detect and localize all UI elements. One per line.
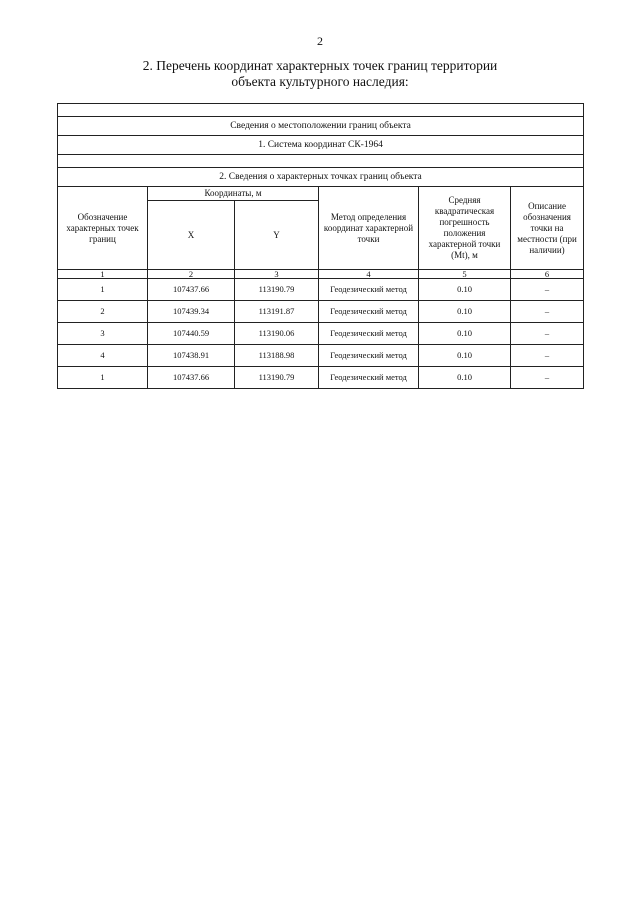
points-header-row bbox=[58, 168, 584, 187]
document-heading bbox=[0, 58, 640, 90]
cell-x: 107439.34 bbox=[148, 301, 235, 323]
cell-x: 107437.66 bbox=[148, 279, 235, 301]
cell-error: 0.10 bbox=[419, 323, 511, 345]
table-title: Сведения о местоположении границ объекта bbox=[58, 117, 584, 136]
cell-description: – bbox=[511, 301, 584, 323]
column-number: 2 bbox=[148, 270, 235, 279]
cell-x: 107440.59 bbox=[148, 323, 235, 345]
cell-point: 2 bbox=[58, 301, 148, 323]
table-title-row bbox=[58, 117, 584, 136]
spacer-cell bbox=[58, 155, 584, 168]
col-x-header: X bbox=[148, 201, 235, 270]
page-number: 2 bbox=[317, 34, 323, 48]
cell-method: Геодезический метод bbox=[319, 367, 419, 389]
cell-y: 113188.98 bbox=[235, 345, 319, 367]
col-coords-header: Координаты, м bbox=[148, 187, 319, 201]
cell-description: – bbox=[511, 367, 584, 389]
table-row bbox=[58, 367, 584, 389]
cell-y: 113191.87 bbox=[235, 301, 319, 323]
cell-method: Геодезический метод bbox=[319, 279, 419, 301]
cell-error: 0.10 bbox=[419, 279, 511, 301]
cell-description: – bbox=[511, 323, 584, 345]
cell-error: 0.10 bbox=[419, 345, 511, 367]
column-header-row bbox=[58, 187, 584, 201]
cell-method: Геодезический метод bbox=[319, 323, 419, 345]
spacer-cell bbox=[58, 104, 584, 117]
column-number: 6 bbox=[511, 270, 584, 279]
points-header: 2. Сведения о характерных точках границ объекта bbox=[58, 168, 584, 187]
coordinate-system-row bbox=[58, 136, 584, 155]
cell-method: Геодезический метод bbox=[319, 301, 419, 323]
table-row bbox=[58, 301, 584, 323]
cell-point: 4 bbox=[58, 345, 148, 367]
cell-point: 3 bbox=[58, 323, 148, 345]
cell-y: 113190.06 bbox=[235, 323, 319, 345]
table-top-spacer bbox=[58, 104, 584, 117]
heading-line-2: объекта культурного наследия: bbox=[231, 74, 409, 89]
column-number: 1 bbox=[58, 270, 148, 279]
col-point-header: Обозначение характерных точек границ bbox=[58, 187, 148, 270]
table-spacer bbox=[58, 155, 584, 168]
cell-point: 1 bbox=[58, 367, 148, 389]
cell-y: 113190.79 bbox=[235, 367, 319, 389]
table-row bbox=[58, 323, 584, 345]
cell-x: 107437.66 bbox=[148, 367, 235, 389]
cell-error: 0.10 bbox=[419, 367, 511, 389]
col-description-header: Описание обозначения точки на местности (при наличии) bbox=[511, 187, 584, 270]
col-method-header: Метод определения координат характерной точки bbox=[319, 187, 419, 270]
table-row bbox=[58, 279, 584, 301]
col-error-header: Средняя квадратическая погрешность положения характерной точки (Mt), м bbox=[419, 187, 511, 270]
column-numbers-row bbox=[58, 270, 584, 279]
column-number: 4 bbox=[319, 270, 419, 279]
col-y-header: Y bbox=[235, 201, 319, 270]
coordinates-table bbox=[57, 103, 584, 389]
cell-description: – bbox=[511, 279, 584, 301]
cell-method: Геодезический метод bbox=[319, 345, 419, 367]
cell-y: 113190.79 bbox=[235, 279, 319, 301]
table-row bbox=[58, 345, 584, 367]
column-number: 3 bbox=[235, 270, 319, 279]
heading-line-1: 2. Перечень координат характерных точек границ территории bbox=[142, 58, 498, 73]
cell-error: 0.10 bbox=[419, 301, 511, 323]
cell-description: – bbox=[511, 345, 584, 367]
column-number: 5 bbox=[419, 270, 511, 279]
cell-point: 1 bbox=[58, 279, 148, 301]
cell-x: 107438.91 bbox=[148, 345, 235, 367]
coordinate-system: 1. Система координат СК-1964 bbox=[58, 136, 584, 155]
